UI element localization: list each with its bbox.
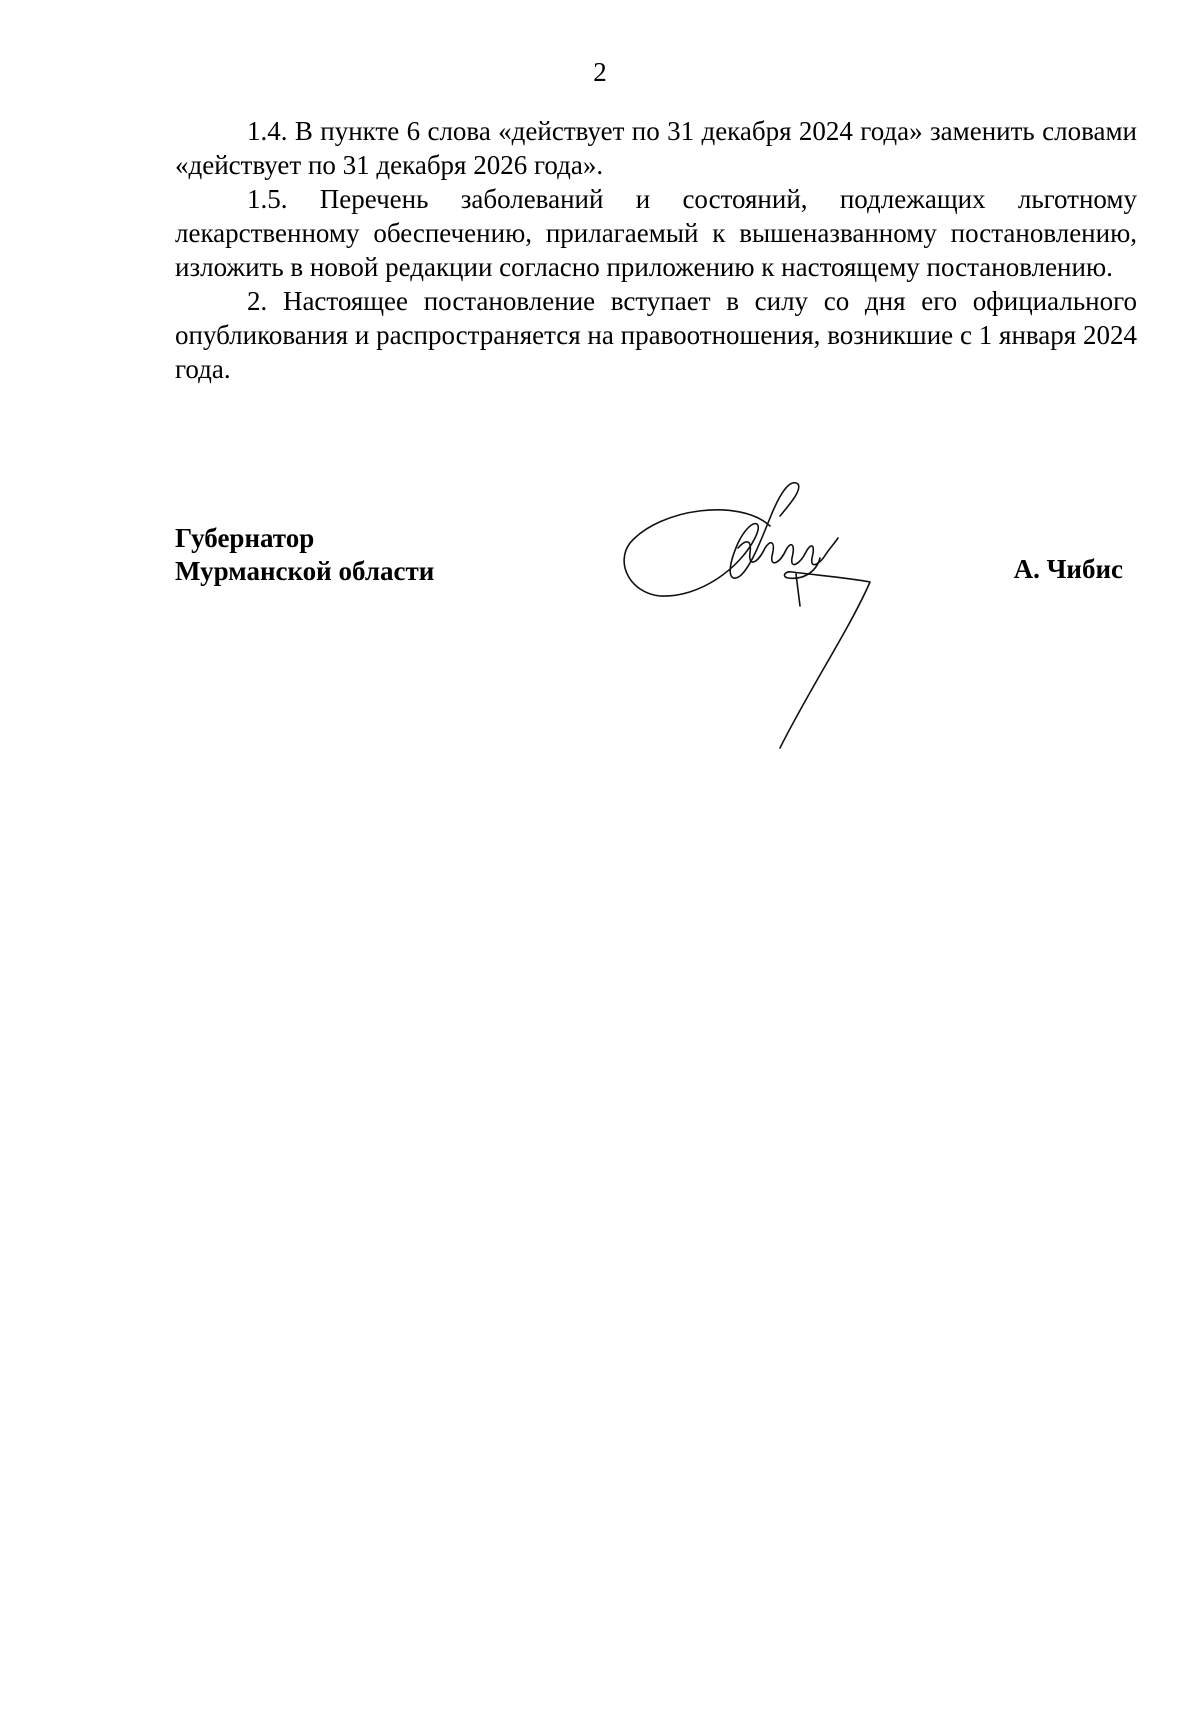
signature-main-loop [624, 483, 799, 596]
paragraph-2: 2. Настоящее постановление вступает в силу со дня его официального опубликования и распространяется на правоотношения, возникшие с 1 января 2024 года. [175, 286, 1137, 384]
handwritten-signature [620, 478, 920, 758]
signatory-position-line1: Губернатор [175, 523, 315, 553]
signature-tail [780, 558, 870, 748]
paragraph-1-5: 1.5. Перечень заболеваний и состояний, подлежащих льготному лекарственному обеспечению, прилагаемый к вышеназванному постановлению, изложить в новой редакции согласно приложению к настоящему постановлению. [175, 184, 1137, 282]
signatory-position-line2: Мурманской области [175, 556, 435, 586]
page-number: 2 [593, 57, 607, 87]
signatory-name: А. Чибис [1013, 554, 1123, 584]
document-body [175, 114, 1137, 386]
signature-tick [796, 574, 800, 606]
paragraph-1-4: 1.4. В пункте 6 слова «действует по 31 декабря 2024 года» заменить словами «действует по 31 декабря 2026 года». [175, 116, 1137, 180]
signatory-position [175, 522, 434, 588]
